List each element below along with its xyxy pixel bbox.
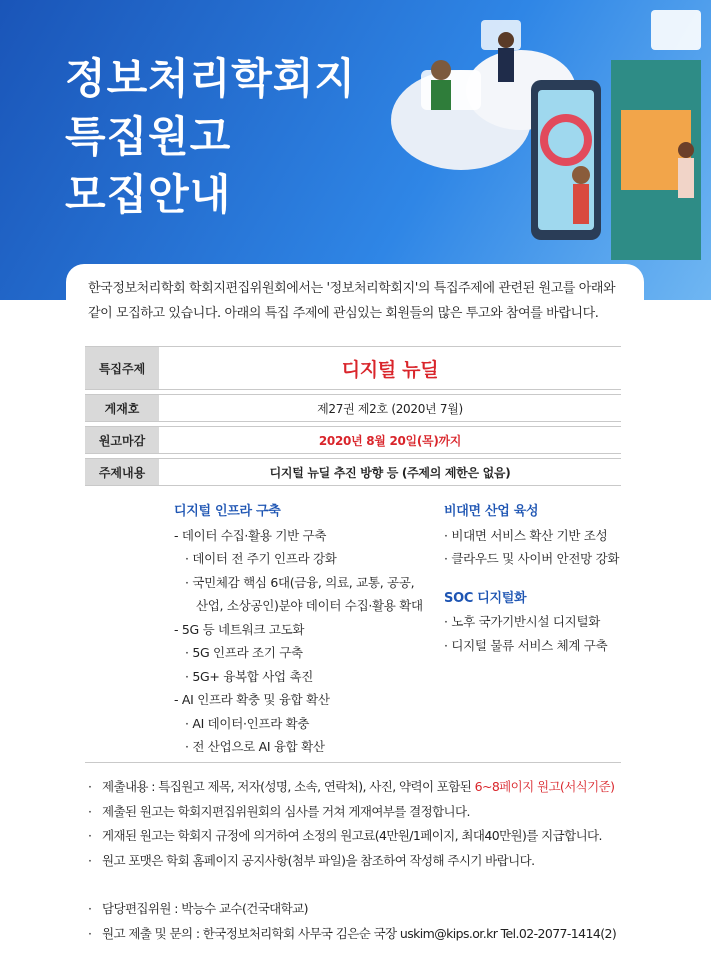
info-row-content [85,458,621,486]
note-text: 제출된 원고는 학회지편집위원회의 심사를 거쳐 게재여부를 결정합니다. [102,803,470,819]
bullet: · [88,901,92,916]
note-text: 원고 포맷은 학회 홈페이지 공지사항(첨부 파일)을 참조하여 작성해 주시기 바랍니다. [102,852,535,868]
title-line-3: 모집안내 [65,170,232,219]
topic-item: 산업, 소상공인)분야 데이터 수집·활용 확대 [196,598,423,613]
info-row-issue [85,394,621,422]
topic-item: · 5G 인프라 조기 구축 [185,645,303,660]
info-label: 게재호 [85,395,159,421]
topic-item: · 비대면 서비스 확산 기반 조성 [444,527,608,543]
note-item [88,849,648,874]
info-label: 원고마감 [85,427,159,453]
bullet: · [88,828,92,843]
note-item [88,897,648,922]
topics-left [174,500,444,759]
contact-text: 원고 제출 및 문의 : 한국정보처리학회 사무국 김은순 국장 uskim@kips.or.kr Tel.02-2077-1414(2) [102,925,617,941]
info-value: 디지털 뉴딜 [341,358,439,381]
topic-item: · 디지털 물류 서비스 체계 구축 [444,637,608,653]
note-item [88,775,648,800]
note-item [88,800,648,825]
bullet: · [88,779,92,794]
notes-list [88,775,648,946]
header-banner [0,0,711,300]
note-item [88,824,648,849]
page-title [65,50,356,224]
bullet: · [88,803,92,819]
topic-item: · 노후 국가기반시설 디지털화 [444,614,600,629]
note-text [102,775,614,800]
info-label: 주제내용 [85,459,159,485]
title-line-1: 정보처리학회지 [65,54,357,103]
topic-item: - 5G 등 네트워크 고도화 [174,621,305,637]
topic-item: · 클라우드 및 사이버 안전망 강화 [444,551,620,566]
note-highlight: 6~8페이지 원고(서식기준) [474,779,615,794]
topic-item: · 국민체감 핵심 6대(금융, 의료, 교통, 공공, [185,574,415,590]
bullet: · [88,925,92,941]
topic-item: - AI 인프라 확충 및 융합 확산 [174,692,330,707]
info-table [85,346,621,490]
note-text-part: 제출내용 : 특집원고 제목, 저자(성명, 소속, 연락처), 사진, 약력이 포함된 [102,779,475,794]
info-label: 특집주제 [85,347,159,389]
info-row-deadline [85,426,621,454]
tech-illustration [381,0,711,300]
note-text: 담당편집위원 : 박능수 교수(건국대학교) [102,901,308,916]
topic-heading: SOC 디지털화 [444,590,527,606]
note-text: 게재된 원고는 학회지 규정에 의거하여 소정의 원고료(4만원/1페이지, 최대40만원)를 지급합니다. [102,828,602,843]
topic-item: · AI 데이터·인프라 확충 [185,715,310,731]
note-item [88,922,648,947]
topic-heading: 비대면 산업 육성 [444,504,539,519]
topic-item: · 전 산업으로 AI 융합 확산 [185,739,325,754]
info-value: 2020년 8월 20일(목)까지 [318,433,462,448]
topic-heading: 디지털 인프라 구축 [174,504,281,519]
topics-right [444,500,644,657]
info-value: 디지털 뉴딜 추진 방향 등 (주제의 제한은 없음) [269,465,511,480]
topic-item: · 5G+ 융복합 사업 촉진 [185,668,314,684]
title-line-2: 특집원고 [65,112,232,161]
info-row-topic [85,346,621,390]
info-value: 제27권 제2호 (2020년 7월) [317,401,463,416]
topic-item: - 데이터 수집·활용 기반 구축 [174,527,327,543]
section-divider [85,762,621,763]
topic-item: · 데이터 전 주기 인프라 강화 [185,551,337,566]
bullet: · [88,852,92,868]
intro-text: 한국정보처리학회 학회지편집위원회에서는 '정보처리학회지'의 특집주제에 관련된 원고를 아래와 같이 모집하고 있습니다. 아래의 특집 주제에 관심있는 회원들의 많은 투고와 참여를 바랍니다. [88,281,616,321]
